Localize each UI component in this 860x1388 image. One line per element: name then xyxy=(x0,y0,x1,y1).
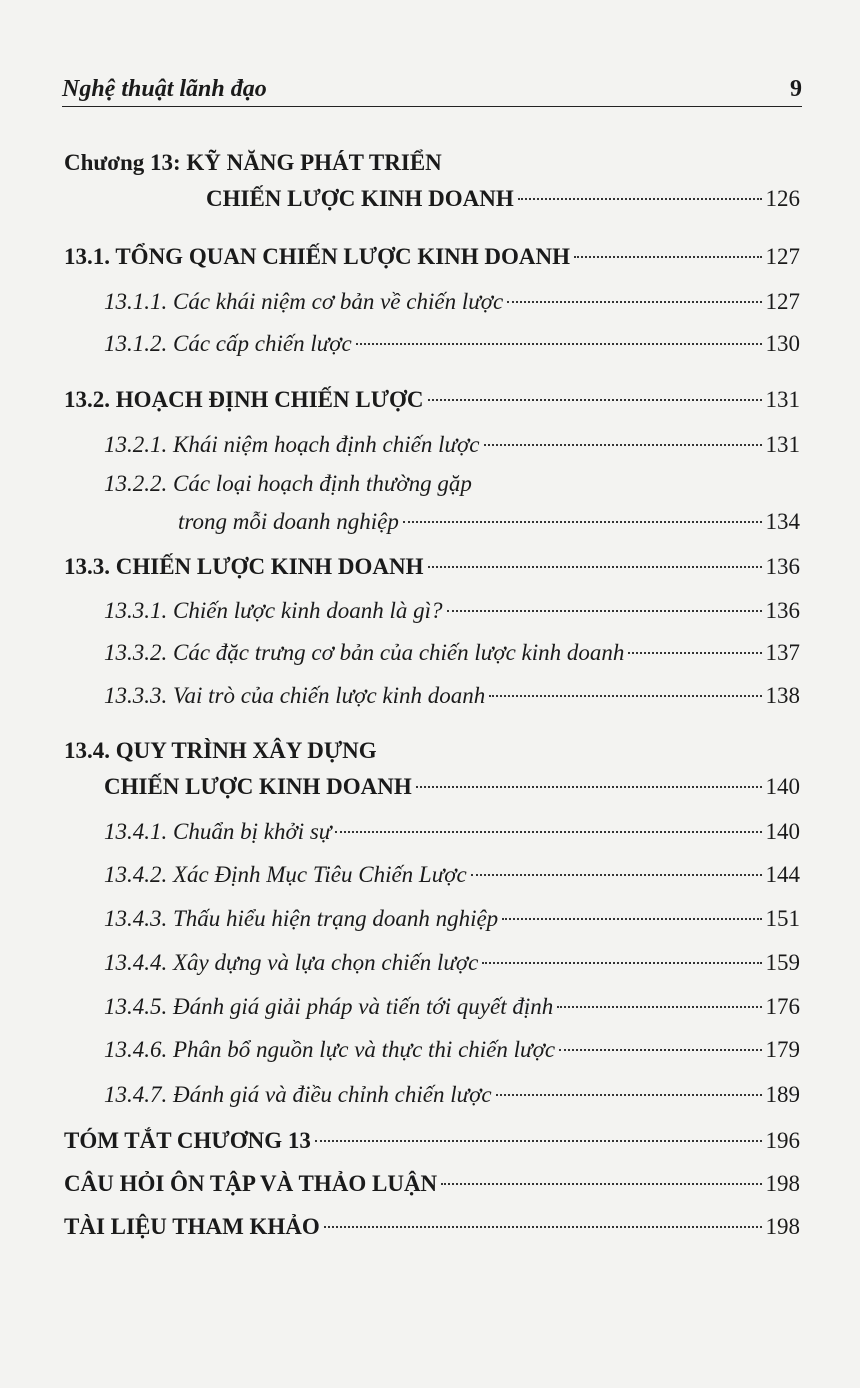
toc-label: TÓM TẮT CHƯƠNG 13 xyxy=(64,1128,311,1153)
toc-page: 136 xyxy=(765,554,800,579)
toc-entry-references xyxy=(0,1210,860,1244)
leader-dots xyxy=(428,566,762,568)
toc-label: 13.3.3. Vai trò của chiến lược kinh doanh xyxy=(104,683,486,708)
toc-page: 136 xyxy=(765,598,800,623)
toc-page: 176 xyxy=(765,994,800,1019)
toc-entry-questions xyxy=(0,1167,860,1201)
toc-entry-13-4-1 xyxy=(0,815,860,849)
toc-page: 198 xyxy=(765,1214,800,1239)
leader-dots xyxy=(482,962,761,964)
toc-page: 127 xyxy=(765,289,800,314)
toc-page: 127 xyxy=(765,244,800,269)
toc-label: 13.4.6. Phân bổ nguồn lực và thực thi chiến lược xyxy=(104,1037,556,1062)
toc-entry-13-3-2 xyxy=(0,636,860,670)
toc-entry-13-4-3 xyxy=(0,902,860,936)
leader-dots xyxy=(496,1094,762,1096)
leader-dots xyxy=(471,874,762,876)
leader-dots xyxy=(441,1183,761,1185)
leader-dots xyxy=(356,343,762,345)
leader-dots xyxy=(628,652,761,654)
toc-entry-13-2-1 xyxy=(0,428,860,462)
toc-entry-13-4-7 xyxy=(0,1078,860,1112)
toc-label: 13.4.3. Thấu hiểu hiện trạng doanh nghiệp xyxy=(104,906,499,931)
leader-dots xyxy=(324,1226,762,1228)
toc-page: 151 xyxy=(765,906,800,931)
leader-dots xyxy=(518,198,762,200)
leader-dots xyxy=(403,521,762,523)
toc-label: TÀI LIỆU THAM KHẢO xyxy=(64,1214,320,1239)
leader-dots xyxy=(335,831,761,833)
toc-entry-13-2 xyxy=(0,383,860,417)
toc-entry-13-2-2-line1: 13.2.2. Các loại hoạch định thường gặp xyxy=(104,471,472,496)
leader-dots xyxy=(428,399,762,401)
toc-label: 13.3.2. Các đặc trưng cơ bản của chiến lược kinh doanh xyxy=(104,640,625,665)
toc-page: 189 xyxy=(765,1082,800,1107)
leader-dots xyxy=(416,786,762,788)
toc-page: 130 xyxy=(765,331,800,356)
leader-dots xyxy=(447,610,762,612)
toc-entry-13-3 xyxy=(0,550,860,584)
leader-dots xyxy=(315,1140,762,1142)
toc-page: 140 xyxy=(765,774,800,799)
leader-dots xyxy=(484,444,762,446)
leader-dots xyxy=(489,695,761,697)
toc-page: 137 xyxy=(765,640,800,665)
toc-entry-13-4-4 xyxy=(0,946,860,980)
toc-page: 179 xyxy=(765,1037,800,1062)
chapter-title-line1: KỸ NĂNG PHÁT TRIỂN xyxy=(186,150,442,175)
toc-label: 13.1.1. Các khái niệm cơ bản về chiến lược xyxy=(104,289,504,314)
toc-label: 13.2. HOẠCH ĐỊNH CHIẾN LƯỢC xyxy=(64,387,424,412)
toc-label: 13.1. TỔNG QUAN CHIẾN LƯỢC KINH DOANH xyxy=(64,244,571,269)
toc-page: 159 xyxy=(765,950,800,975)
toc-label: 13.3. CHIẾN LƯỢC KINH DOANH xyxy=(64,554,424,579)
toc-label: 13.4.5. Đánh giá giải pháp và tiến tới quyết định xyxy=(104,994,554,1019)
toc-page: 140 xyxy=(765,819,800,844)
chapter-prefix: Chương 13: xyxy=(64,150,187,175)
toc-entry-13-3-1 xyxy=(0,594,860,628)
toc-entry-13-1-1 xyxy=(0,285,860,319)
toc-entry-summary xyxy=(0,1124,860,1158)
toc-page: 131 xyxy=(765,387,800,412)
toc-label: CÂU HỎI ÔN TẬP VÀ THẢO LUẬN xyxy=(64,1171,438,1196)
leader-dots xyxy=(507,301,761,303)
toc-page: 144 xyxy=(765,862,800,887)
toc-page: 196 xyxy=(765,1128,800,1153)
toc-label: 13.1.2. Các cấp chiến lược xyxy=(104,331,352,356)
toc-entry-13-1-2 xyxy=(0,327,860,361)
toc-page: 134 xyxy=(765,509,800,534)
toc-label: 13.4.4. Xây dựng và lựa chọn chiến lược xyxy=(104,950,479,975)
leader-dots xyxy=(502,918,761,920)
toc-label: 13.4.2. Xác Định Mục Tiêu Chiến Lược xyxy=(104,862,467,887)
toc-label: 13.4.1. Chuẩn bị khởi sự xyxy=(104,819,332,844)
toc-entry-13-4-2 xyxy=(0,858,860,892)
toc-label: 13.2.1. Khái niệm hoạch định chiến lược xyxy=(104,432,480,457)
leader-dots xyxy=(574,256,761,258)
page-number: 9 xyxy=(790,76,802,102)
toc-page: 138 xyxy=(765,683,800,708)
leader-dots xyxy=(557,1006,761,1008)
toc-label: CHIẾN LƯỢC KINH DOANH xyxy=(104,774,412,799)
toc-label: 13.3.1. Chiến lược kinh doanh là gì? xyxy=(104,598,443,623)
toc-entry-13-4-6 xyxy=(0,1033,860,1067)
toc-entry-13-4-5 xyxy=(0,990,860,1024)
toc-page: 198 xyxy=(765,1171,800,1196)
toc-entry-13-2-2 xyxy=(0,505,860,539)
toc-page: 126 xyxy=(765,186,800,211)
book-title: Nghệ thuật lãnh đạo xyxy=(62,76,267,102)
running-header xyxy=(62,74,802,107)
toc-label: trong mỗi doanh nghiệp xyxy=(178,509,399,534)
chapter-title-line2: CHIẾN LƯỢC KINH DOANH xyxy=(206,186,514,211)
toc-page: 131 xyxy=(765,432,800,457)
toc-entry-chapter xyxy=(0,182,860,216)
toc-entry-13-4-line1: 13.4. QUY TRÌNH XÂY DỰNG xyxy=(64,738,377,763)
toc-entry-13-1 xyxy=(0,240,860,274)
toc-entry-13-4 xyxy=(0,770,860,804)
chapter-heading-line1 xyxy=(64,146,442,180)
toc-label: 13.4.7. Đánh giá và điều chỉnh chiến lược xyxy=(104,1082,492,1107)
toc-entry-13-3-3 xyxy=(0,679,860,713)
leader-dots xyxy=(559,1049,761,1051)
